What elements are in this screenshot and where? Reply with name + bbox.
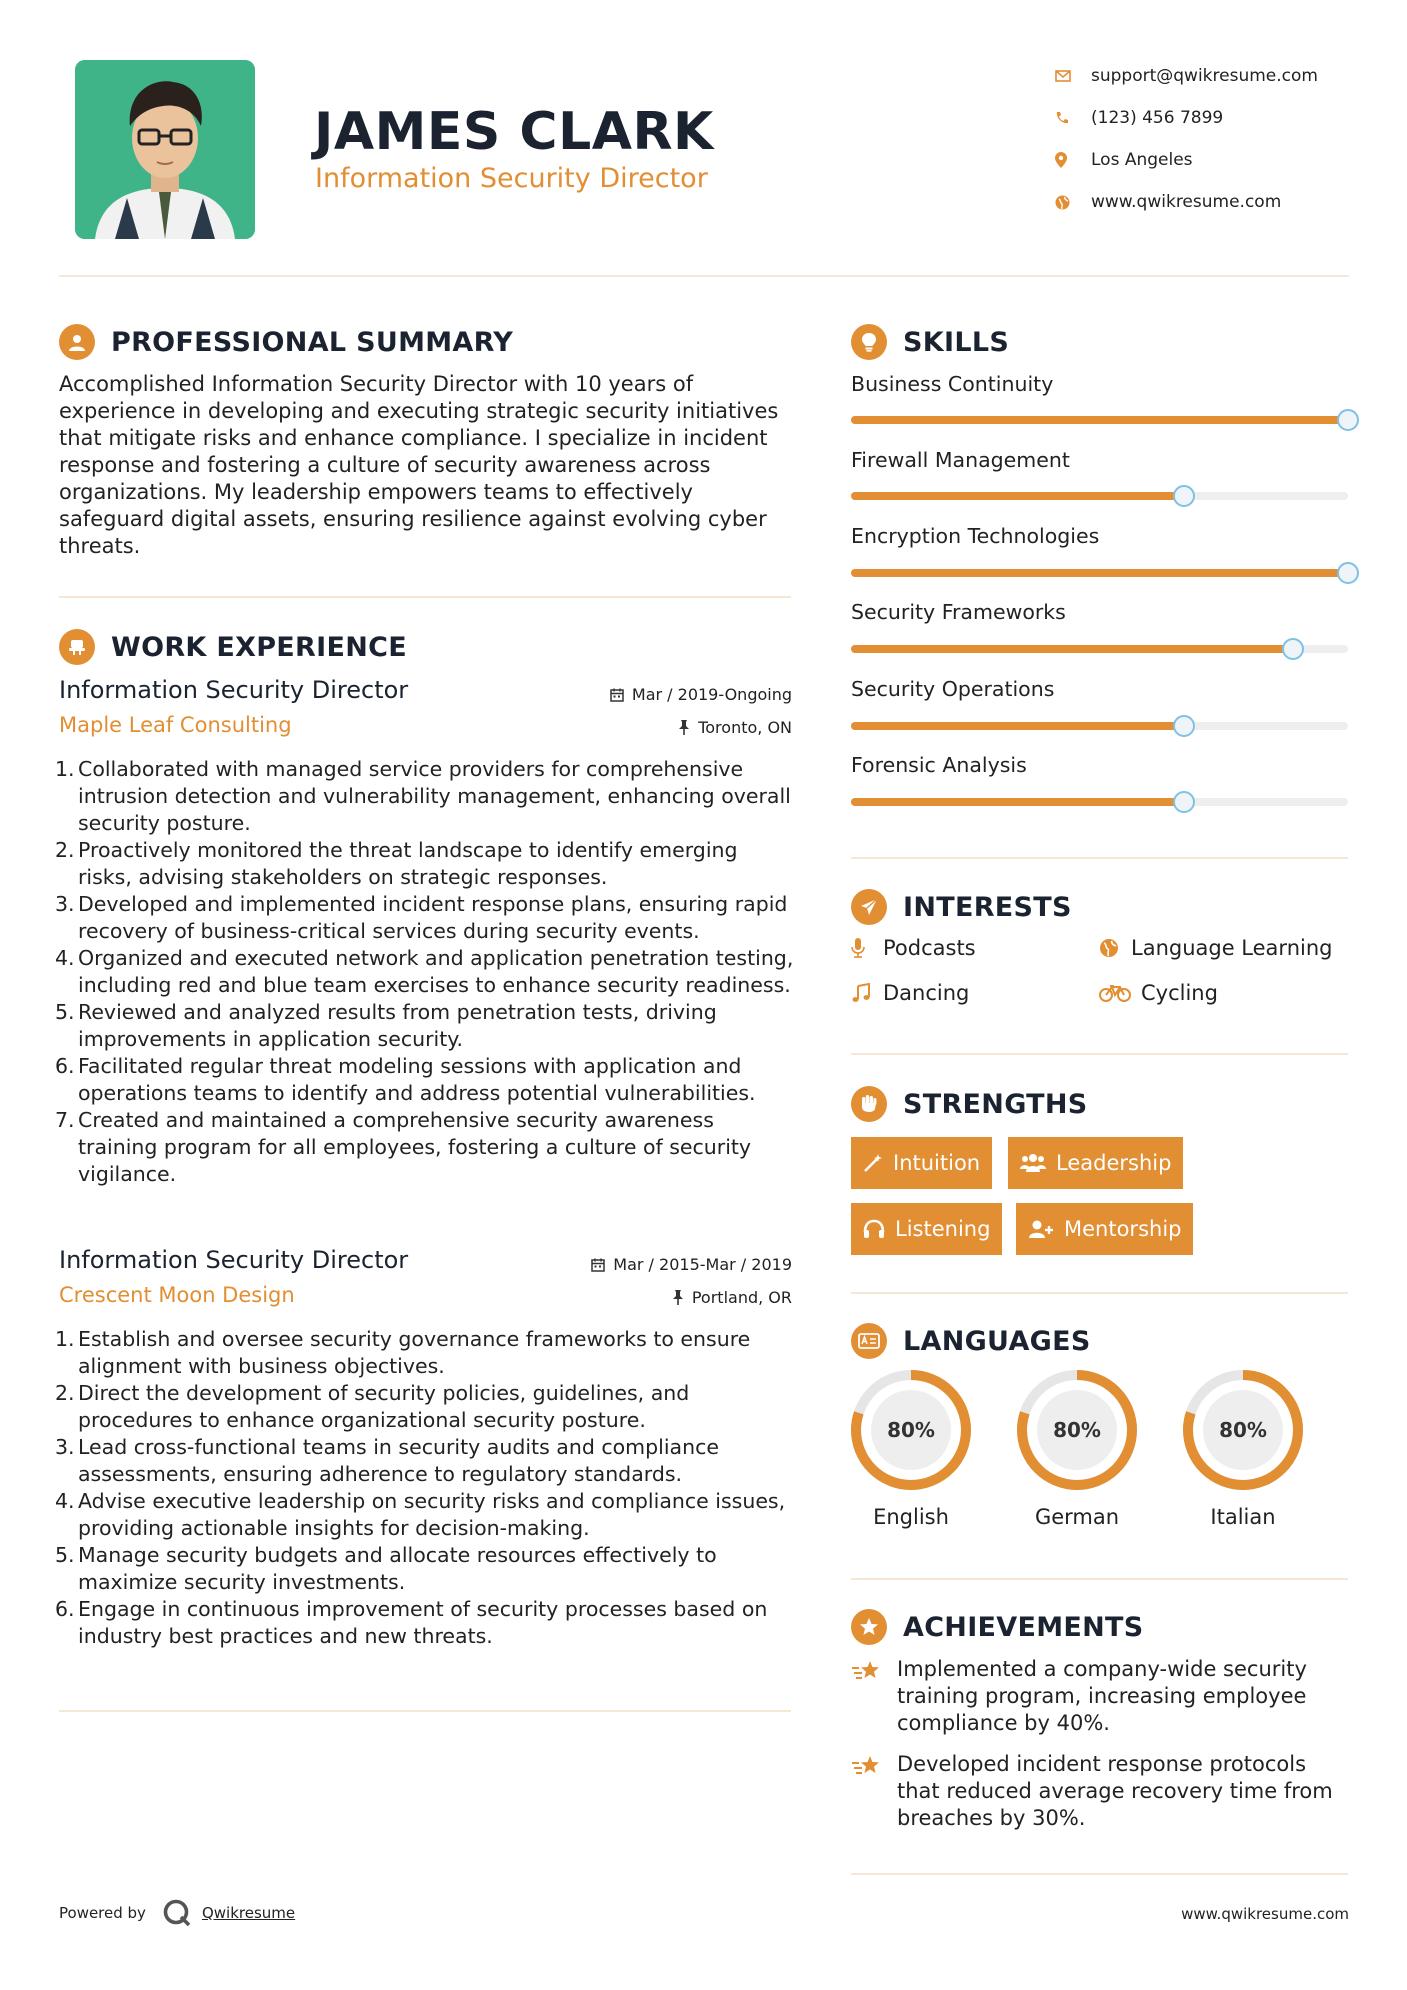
list-item: 1. Establish and oversee security governance frameworks to ensure alignment with business objectives. bbox=[55, 1327, 751, 1378]
skill-bar-fill bbox=[851, 492, 1184, 500]
list-item: 7. Created and maintained a comprehensive security awareness training program for all employees, fostering a culture of security vigilance. bbox=[55, 1108, 752, 1186]
experience-heading bbox=[59, 629, 407, 665]
job-1-bullets bbox=[55, 756, 795, 1188]
language-percent: 80% bbox=[1219, 1418, 1267, 1442]
interest-label: Language Learning bbox=[1131, 936, 1333, 960]
job-1-company: Maple Leaf Consulting bbox=[59, 713, 292, 737]
strength-label: Mentorship bbox=[1064, 1217, 1182, 1241]
pushpin-icon bbox=[672, 1290, 684, 1305]
microphone-icon bbox=[851, 938, 883, 958]
interest-item bbox=[1099, 981, 1218, 1005]
skill-bar-knob bbox=[1173, 791, 1195, 813]
interests-title: INTERESTS bbox=[903, 891, 1072, 923]
achievements-divider bbox=[851, 1873, 1348, 1875]
job-1-location-text: Toronto, ON bbox=[698, 718, 792, 737]
skill-bar-knob bbox=[1173, 485, 1195, 507]
map-pin-icon bbox=[1055, 152, 1091, 168]
strength-tag bbox=[851, 1203, 1002, 1255]
language-ring bbox=[1182, 1369, 1304, 1491]
contact-location bbox=[1055, 139, 1318, 181]
qwikresume-link[interactable]: Qwikresume bbox=[201, 1904, 296, 1922]
strengths-title: STRENGTHS bbox=[903, 1088, 1088, 1120]
skill-bar-knob bbox=[1337, 562, 1359, 584]
user-icon bbox=[59, 324, 95, 360]
interest-label: Dancing bbox=[883, 981, 970, 1005]
achievement-text: Developed incident response protocols that reduced average recovery time from breaches by 30%. bbox=[897, 1752, 1333, 1830]
candidate-name: JAMES CLARK bbox=[314, 102, 714, 162]
job-1-location bbox=[678, 718, 792, 737]
skill-bar-knob bbox=[1337, 409, 1359, 431]
contact-email-text: support@qwikresume.com bbox=[1091, 66, 1318, 86]
summary-text: Accomplished Information Security Director with 10 years of experience in developing and executing strategic security initiatives that mitigate risks and enhance compliance. I specialize in incident response and fostering a culture of security awareness across organizations. My leadership empowers teams to effectively safeguard digital assets, ensuring resilience against evolving cyber threats. bbox=[59, 372, 779, 558]
interest-label: Cycling bbox=[1141, 981, 1218, 1005]
skill-bar bbox=[851, 416, 1348, 424]
strength-tag bbox=[1008, 1137, 1183, 1189]
interest-label: Podcasts bbox=[883, 936, 976, 960]
job-1-date bbox=[610, 685, 792, 704]
languages-title: LANGUAGES bbox=[903, 1325, 1091, 1357]
skill-bar bbox=[851, 492, 1348, 500]
globe-icon bbox=[1055, 195, 1091, 210]
skill-label: Firewall Management bbox=[851, 448, 1070, 472]
skill-bar bbox=[851, 569, 1348, 577]
interests-heading bbox=[851, 889, 1072, 925]
skill-label: Security Frameworks bbox=[851, 600, 1066, 624]
shooting-star-icon bbox=[851, 1751, 897, 1832]
list-item: 2. Proactively monitored the threat landscape to identify emerging risks, advising stakeholders on strategic responses. bbox=[55, 838, 738, 889]
contact-website-text: www.qwikresume.com bbox=[1091, 192, 1282, 212]
strength-tag bbox=[1016, 1203, 1193, 1255]
skill-bar-fill bbox=[851, 569, 1348, 577]
achievements-heading bbox=[851, 1609, 1144, 1645]
language-ring bbox=[1016, 1369, 1138, 1491]
shooting-star-icon bbox=[851, 1656, 897, 1737]
language-percent: 80% bbox=[1053, 1418, 1101, 1442]
list-item: 6. Facilitated regular threat modeling sessions with application and operations teams to identify and address potential vulnerabilities. bbox=[55, 1054, 756, 1105]
header-divider bbox=[59, 275, 1349, 277]
interest-item bbox=[851, 981, 969, 1005]
language-name: Italian bbox=[1210, 1505, 1276, 1529]
skills-divider bbox=[851, 857, 1348, 859]
list-item: 1. Collaborated with managed service providers for comprehensive intrusion detection and vulnerability management, enhancing overall security posture. bbox=[55, 757, 791, 835]
skill-label: Business Continuity bbox=[851, 372, 1054, 396]
contact-list bbox=[1055, 55, 1318, 223]
skill-bar-knob bbox=[1282, 638, 1304, 660]
music-note-icon bbox=[851, 983, 883, 1003]
user-plus-icon bbox=[1028, 1219, 1054, 1239]
contact-phone-text: (123) 456 7899 bbox=[1091, 108, 1224, 128]
interests-divider bbox=[851, 1053, 1348, 1055]
job-2-bullets bbox=[55, 1326, 795, 1650]
language-ring bbox=[850, 1369, 972, 1491]
job-2-date-text: Mar / 2015-Mar / 2019 bbox=[613, 1255, 792, 1274]
qwikresume-logo-icon bbox=[162, 1898, 192, 1928]
powered-by-text: Powered by bbox=[59, 1904, 146, 1922]
language-name: English bbox=[873, 1505, 949, 1529]
skill-bar-fill bbox=[851, 645, 1293, 653]
lightbulb-icon bbox=[851, 324, 887, 360]
job-1-title: Information Security Director bbox=[59, 676, 409, 704]
contact-phone[interactable] bbox=[1055, 97, 1318, 139]
languages-heading bbox=[851, 1323, 1091, 1359]
job-2-title: Information Security Director bbox=[59, 1246, 409, 1274]
skill-label: Encryption Technologies bbox=[851, 524, 1100, 548]
interest-item bbox=[1099, 936, 1332, 960]
calendar-icon bbox=[591, 1258, 605, 1272]
profile-photo bbox=[75, 60, 255, 239]
footer-website[interactable]: www.qwikresume.com bbox=[1181, 1905, 1349, 1923]
job-2-company: Crescent Moon Design bbox=[59, 1283, 295, 1307]
skill-label: Security Operations bbox=[851, 677, 1055, 701]
briefcase-icon bbox=[59, 629, 95, 665]
magic-wand-icon bbox=[863, 1153, 883, 1173]
skill-bar-fill bbox=[851, 798, 1184, 806]
globe-icon bbox=[1099, 938, 1131, 958]
strengths-divider bbox=[851, 1292, 1348, 1294]
people-group-icon bbox=[1020, 1153, 1046, 1173]
calendar-icon bbox=[610, 688, 624, 702]
bicycle-icon bbox=[1099, 984, 1141, 1002]
envelope-icon bbox=[1055, 70, 1091, 82]
list-item: 5. Manage security budgets and allocate resources effectively to maximize security investments. bbox=[55, 1543, 717, 1594]
achievement-item bbox=[851, 1751, 1351, 1832]
job-2-location bbox=[672, 1288, 792, 1307]
languages-divider bbox=[851, 1578, 1348, 1580]
summary-divider bbox=[59, 596, 791, 598]
skill-bar bbox=[851, 722, 1348, 730]
achievements-title: ACHIEVEMENTS bbox=[903, 1611, 1144, 1643]
skill-bar bbox=[851, 645, 1348, 653]
skill-bar-knob bbox=[1173, 715, 1195, 737]
strengths-heading bbox=[851, 1086, 1088, 1122]
paper-plane-icon bbox=[851, 889, 887, 925]
skill-bar-fill bbox=[851, 416, 1348, 424]
contact-email[interactable] bbox=[1055, 55, 1318, 97]
interest-item bbox=[851, 936, 976, 960]
list-item: 4. Organized and executed network and application penetration testing, including red and blue team exercises to enhance security readiness. bbox=[55, 946, 794, 997]
experience-title: WORK EXPERIENCE bbox=[111, 631, 407, 663]
footer-powered-by bbox=[59, 1898, 295, 1928]
skill-bar-fill bbox=[851, 722, 1184, 730]
skills-heading bbox=[851, 324, 1009, 360]
list-item: 3. Lead cross-functional teams in security audits and compliance assessments, ensuring adherence to regulatory standards. bbox=[55, 1435, 719, 1486]
list-item: 2. Direct the development of security policies, guidelines, and procedures to enhance organizational security posture. bbox=[55, 1381, 690, 1432]
skill-label: Forensic Analysis bbox=[851, 753, 1027, 777]
language-name: German bbox=[1034, 1505, 1120, 1529]
summary-heading bbox=[59, 324, 513, 360]
language-card-icon bbox=[851, 1323, 887, 1359]
strength-label: Leadership bbox=[1056, 1151, 1172, 1175]
language-percent: 80% bbox=[887, 1418, 935, 1442]
candidate-role: Information Security Director bbox=[315, 163, 708, 194]
list-item: 5. Reviewed and analyzed results from penetration tests, driving improvements in application security. bbox=[55, 1000, 717, 1051]
list-item: 3. Developed and implemented incident response plans, ensuring rapid recovery of business-critical services during security events. bbox=[55, 892, 788, 943]
list-item: 4. Advise executive leadership on security risks and compliance issues, providing actionable insights for decision-making. bbox=[55, 1489, 786, 1540]
job-2-date bbox=[591, 1255, 792, 1274]
contact-website[interactable] bbox=[1055, 181, 1318, 223]
summary-title: PROFESSIONAL SUMMARY bbox=[111, 326, 514, 358]
experience-divider bbox=[59, 1710, 791, 1712]
skills-title: SKILLS bbox=[903, 326, 1010, 358]
achievement-item bbox=[851, 1656, 1351, 1737]
raised-fist-icon bbox=[851, 1086, 887, 1122]
strength-label: Listening bbox=[895, 1217, 991, 1241]
strength-tag bbox=[851, 1137, 992, 1189]
headphones-icon bbox=[863, 1219, 885, 1239]
achievement-text: Implemented a company-wide security training program, increasing employee compliance by 40%. bbox=[897, 1657, 1307, 1735]
list-item: 6. Engage in continuous improvement of security processes based on industry best practices and new threats. bbox=[55, 1597, 768, 1648]
skill-bar bbox=[851, 798, 1348, 806]
strength-label: Intuition bbox=[893, 1151, 981, 1175]
phone-icon bbox=[1055, 111, 1091, 125]
star-badge-icon bbox=[851, 1609, 887, 1645]
job-1-date-text: Mar / 2019-Ongoing bbox=[631, 685, 792, 704]
pushpin-icon bbox=[678, 720, 690, 735]
job-2-location-text: Portland, OR bbox=[691, 1288, 792, 1307]
contact-location-text: Los Angeles bbox=[1091, 150, 1193, 170]
